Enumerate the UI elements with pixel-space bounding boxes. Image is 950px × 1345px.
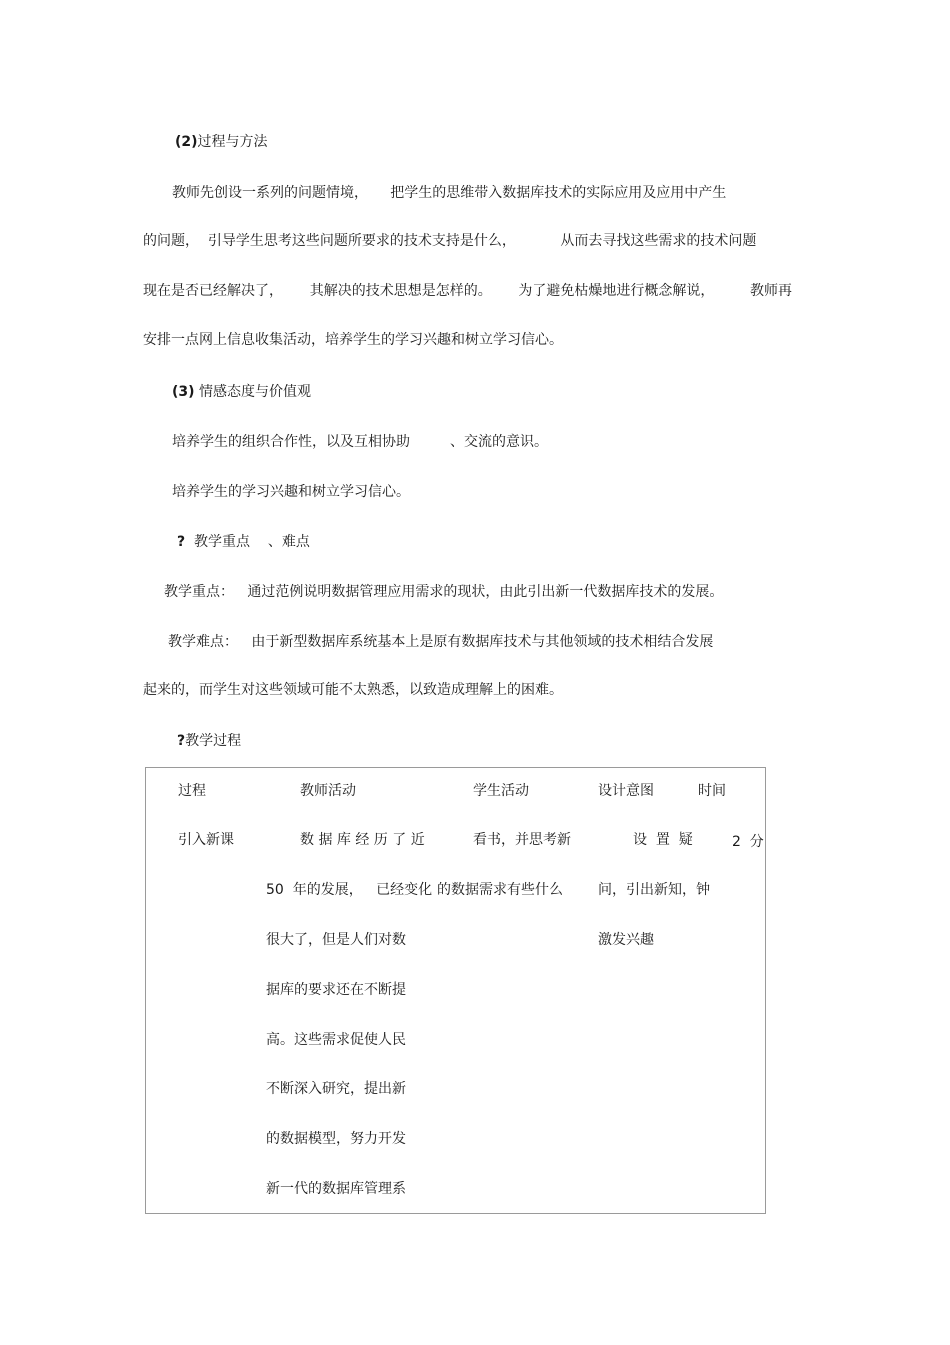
teaching-difficulty-line: 教学难点： 由于新型数据库系统基本上是原有数据库技术与其他领域的技术相结合发展 bbox=[168, 634, 714, 650]
table-header-cell: 时间 bbox=[698, 783, 726, 799]
bullet-mark: ? bbox=[177, 733, 186, 749]
table-cell-student-line: 的数据需求有些什么 bbox=[437, 882, 563, 898]
table-cell-stage: 引入新课 bbox=[178, 832, 234, 848]
section-heading-teaching-process bbox=[177, 732, 241, 750]
paragraph-line: 安排一点网上信息收集活动，培养学生的学习兴趣和树立学习信心。 bbox=[143, 332, 563, 348]
table-cell-intent-line: 激发兴趣 bbox=[598, 932, 654, 948]
table-header-cell: 过程 bbox=[178, 783, 206, 799]
teaching-focus: 教学重点： 通过范例说明数据管理应用需求的现状，由此引出新一代数据库技术的发展。 bbox=[164, 584, 724, 600]
table-cell-teacher-line: 数 据 库 经 历 了 近 bbox=[300, 832, 425, 848]
paragraph-line: 培养学生的学习兴趣和树立学习信心。 bbox=[172, 484, 410, 500]
table-cell-teacher-line: 高。这些需求促使人民 bbox=[266, 1032, 406, 1048]
heading-text: 过程与方法 bbox=[197, 134, 268, 150]
heading-number: (3) bbox=[172, 384, 195, 400]
table-cell-teacher-line: 的数据模型，努力开发 bbox=[266, 1131, 406, 1147]
table-header-cell: 教师活动 bbox=[300, 783, 356, 799]
heading-text: 情感态度与价值观 bbox=[194, 384, 311, 400]
heading-text: 教学过程 bbox=[185, 733, 242, 749]
table-cell-teacher-line: 据库的要求还在不断提 bbox=[266, 982, 406, 998]
table-header-cell: 学生活动 bbox=[473, 783, 529, 799]
section-heading-attitude bbox=[172, 383, 311, 401]
table-header-cell: 设计意图 bbox=[598, 783, 654, 799]
table-cell-teacher-line: 50 年的发展， 已经变化 bbox=[266, 882, 433, 898]
table-cell-intent-line: 问，引出新知，钟 bbox=[598, 882, 710, 898]
table-cell-teacher-line: 新一代的数据库管理系 bbox=[266, 1181, 406, 1197]
teaching-difficulty-line: 起来的，而学生对这些领域可能不太熟悉，以致造成理解上的困难。 bbox=[143, 682, 563, 698]
heading-text: 教学重点 、难点 bbox=[185, 534, 310, 550]
paragraph-line: 现在是否已经解决了， 其解决的技术思想是怎样的。 为了避免枯燥地进行概念解说， 教师再 bbox=[143, 283, 793, 299]
section-heading-key-points bbox=[177, 533, 310, 551]
heading-number: (2) bbox=[175, 134, 198, 150]
table-cell-student-line: 看书，并思考新 bbox=[473, 832, 571, 848]
table-cell-teacher-line: 不断深入研究，提出新 bbox=[266, 1081, 406, 1097]
bullet-mark: ? bbox=[177, 534, 186, 550]
table-cell-time: 2 分 bbox=[732, 834, 764, 850]
paragraph-line: 培养学生的组织合作性，以及互相协助 、交流的意识。 bbox=[172, 434, 549, 450]
table-cell-teacher-line: 很大了，但是人们对数 bbox=[266, 932, 406, 948]
paragraph-line: 的问题， 引导学生思考这些问题所要求的技术支持是什么， 从而去寻找这些需求的技术问题 bbox=[143, 233, 757, 249]
paragraph-line: 教师先创设一系列的问题情境， 把学生的思维带入数据库技术的实际应用及应用中产生 bbox=[172, 185, 727, 201]
section-heading-process-method bbox=[175, 133, 268, 151]
table-cell-intent-line: 设 置 疑 bbox=[633, 832, 693, 848]
